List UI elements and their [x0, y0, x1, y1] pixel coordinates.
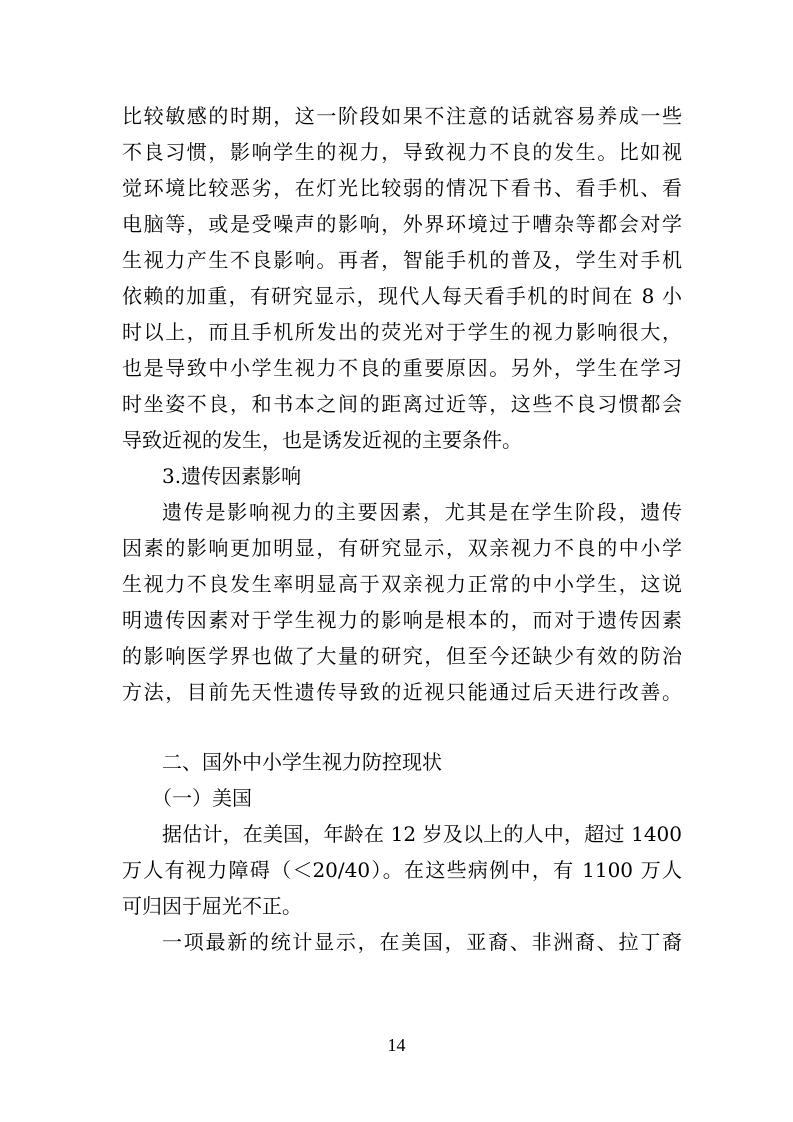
body-text-line: 生视力不良发生率明显高于双亲视力正常的中小学生，这说: [122, 572, 682, 596]
body-text-line: 时坐姿不良，和书本之间的距离过近等，这些不良习惯都会: [122, 392, 682, 416]
section-heading: 二、国外中小学生视力防控现状: [162, 750, 442, 774]
body-text-line: 时以上，而且手机所发出的荧光对于学生的视力影响很大，: [122, 320, 682, 344]
body-text-line: 不良习惯，影响学生的视力，导致视力不良的发生。比如视: [122, 140, 682, 164]
body-text-line: 依赖的加重，有研究显示，现代人每天看手机的时间在 8 小: [122, 284, 682, 308]
body-text-line: 据估计，在美国，年龄在 12 岁及以上的人中，超过 1400: [162, 822, 682, 846]
body-text-line: 也是导致中小学生视力不良的重要原因。另外，学生在学习: [122, 356, 682, 380]
body-text-line: 因素的影响更加明显，有研究显示，双亲视力不良的中小学: [122, 536, 682, 560]
subheading-genetic-factors: 3.遗传因素影响: [162, 464, 302, 488]
body-text-line: 电脑等，或是受噪声的影响，外界环境过于嘈杂等都会对学: [122, 212, 682, 236]
subsection-heading: （一）美国: [152, 786, 252, 810]
body-text-line: 一项最新的统计显示，在美国，亚裔、非洲裔、拉丁裔: [162, 930, 682, 954]
body-text-line: 可归因于屈光不正。: [122, 894, 302, 918]
body-text-line: 导致近视的发生，也是诱发近视的主要条件。: [122, 428, 522, 452]
body-text-line: 的影响医学界也做了大量的研究，但至今还缺少有效的防治: [122, 644, 682, 668]
page-number: 14: [387, 1035, 406, 1055]
body-text-line: 明遗传因素对于学生视力的影响是根本的，而对于遗传因素: [122, 608, 682, 632]
body-text-line: 生视力产生不良影响。再者，智能手机的普及，学生对手机: [122, 248, 682, 272]
body-text-line: 方法，目前先天性遗传导致的近视只能通过后天进行改善。: [122, 680, 682, 704]
body-text-line: 遗传是影响视力的主要因素，尤其是在学生阶段，遗传: [162, 500, 682, 524]
body-text-line: 万人有视力障碍（＜20/40）。在这些病例中，有 1100 万人: [122, 858, 682, 882]
body-text-line: 觉环境比较恶劣，在灯光比较弱的情况下看书、看手机、看: [122, 176, 682, 200]
body-text-line: 比较敏感的时期，这一阶段如果不注意的话就容易养成一些: [122, 104, 682, 128]
